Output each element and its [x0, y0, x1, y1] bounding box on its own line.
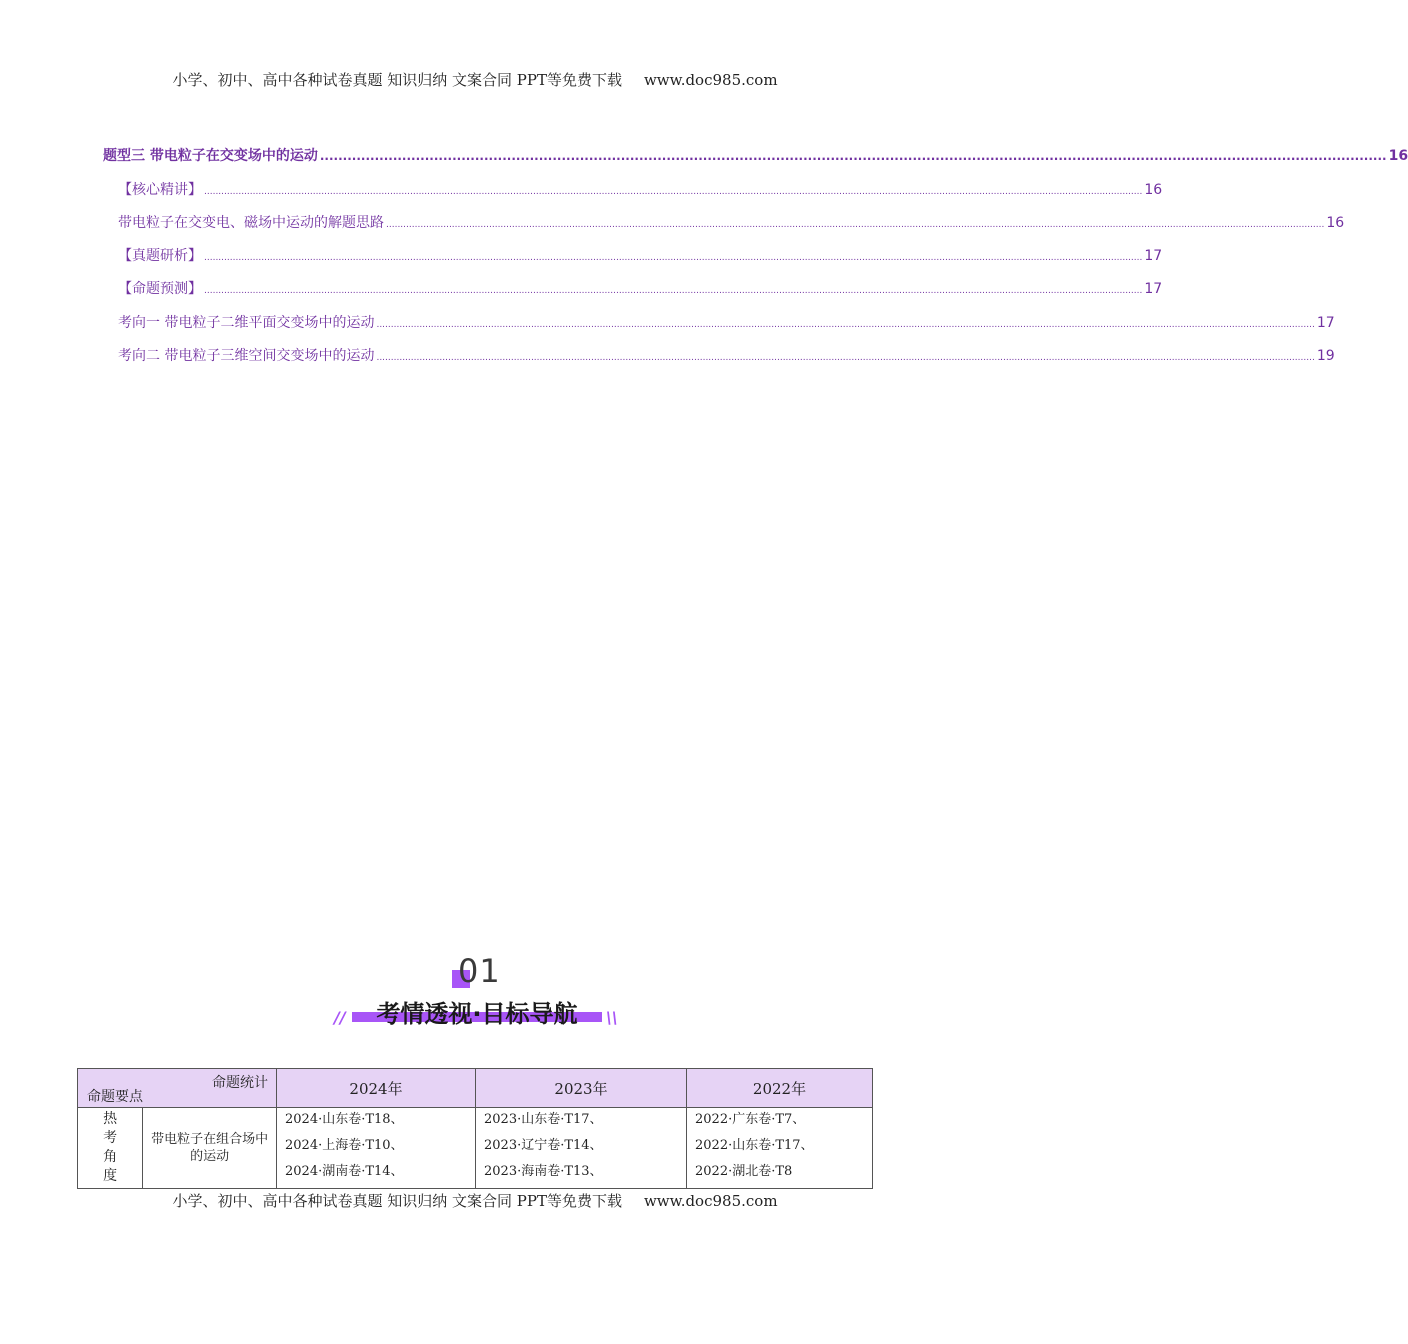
toc-leader: ........................................................................................................................................................................................................................................................................................................................................ [204, 253, 1143, 263]
toc-label: 带电粒子在交变电、磁场中运动的解题思路 [118, 215, 384, 231]
toc-leader: ........................................................................................................................................................................................................................................................................................................................................ [376, 320, 1315, 330]
exam-ref: 2023·山东卷·T17、 [484, 1112, 603, 1127]
toc-page: 16 [1388, 148, 1408, 164]
header-text: 小学、初中、高中各种试卷真题 知识归纳 文案合同 PPT等免费下载 [172, 71, 622, 89]
exam-ref: 2024·上海卷·T10、 [285, 1138, 404, 1153]
toc-page: 16 [1144, 182, 1163, 198]
toc-entry-direction1[interactable] [118, 312, 1335, 332]
table-header-row [78, 1069, 873, 1108]
cell-2024 [277, 1108, 476, 1189]
toc-entry-core[interactable] [118, 179, 1163, 199]
toc-label: 【核心精讲】 [118, 182, 202, 198]
year-header-2023: 2023年 [476, 1069, 687, 1108]
banner-title: 考情透视·目标导航 [376, 1000, 578, 1028]
toc-leader: ........................................................................................................................................................................................................................................................................................................................................ [204, 187, 1143, 197]
section-banner [0, 952, 950, 1032]
exam-ref: 2023·海南卷·T13、 [484, 1164, 603, 1179]
toc-entry-predict[interactable] [118, 278, 1163, 298]
banner-slash-right-icon: \\ [606, 1008, 618, 1027]
year-header-2022: 2022年 [687, 1069, 873, 1108]
exam-stats-table [77, 1068, 873, 1189]
exam-ref: 2023·辽宁卷·T14、 [484, 1138, 603, 1153]
topic-text: 带电粒子在组合场中的运动 [151, 1132, 269, 1164]
corner-cell [78, 1069, 277, 1108]
corner-bottom-label: 命题要点 [87, 1089, 143, 1105]
header-site[interactable]: www.doc985.com [643, 71, 778, 89]
banner-number: 01 [458, 952, 501, 990]
table-row [78, 1108, 873, 1189]
toc-entry-type3[interactable] [103, 145, 1408, 165]
cell-2023 [476, 1108, 687, 1189]
toc-entry-approach[interactable] [118, 212, 1345, 232]
toc-page: 16 [1326, 215, 1345, 231]
exam-ref: 2022·山东卷·T17、 [695, 1138, 814, 1153]
row-header [78, 1108, 143, 1189]
page-header [0, 69, 950, 90]
toc-label: 题型三 带电粒子在交变场中的运动 [103, 148, 318, 164]
toc-page: 17 [1144, 281, 1163, 297]
toc-leader: ........................................................................................................................................................................................................................................................................................................................................ [376, 353, 1315, 363]
toc-page: 19 [1316, 348, 1335, 364]
toc-entry-direction2[interactable] [118, 345, 1335, 365]
row-header-text: 热考角度 [103, 1111, 118, 1184]
toc-label: 考向一 带电粒子二维平面交变场中的运动 [118, 315, 375, 331]
toc-label: 考向二 带电粒子三维空间交变场中的运动 [118, 348, 375, 364]
exam-ref: 2022·湖北卷·T8 [695, 1164, 793, 1179]
toc-label: 【命题预测】 [118, 281, 202, 297]
footer-text: 小学、初中、高中各种试卷真题 知识归纳 文案合同 PPT等免费下载 [172, 1192, 622, 1210]
toc-page: 17 [1316, 315, 1335, 331]
year-header-2024: 2024年 [277, 1069, 476, 1108]
toc-leader: ........................................................................................................................................................................................................................................................................................................................................ [204, 286, 1143, 296]
toc-leader: .......................................................................................................................................................................................................................................... [319, 149, 1387, 163]
page-footer [0, 1190, 950, 1211]
toc-leader: ........................................................................................................................................................................................................................................................................................................................................ [386, 220, 1325, 230]
toc-label: 【真题研析】 [118, 248, 202, 264]
banner-slash-left-icon: // [334, 1008, 346, 1027]
exam-ref: 2024·湖南卷·T14、 [285, 1164, 404, 1179]
exam-ref: 2024·山东卷·T18、 [285, 1112, 404, 1127]
toc-page: 17 [1144, 248, 1163, 264]
exam-ref: 2022·广东卷·T7、 [695, 1112, 806, 1127]
topic-cell [143, 1108, 277, 1189]
footer-site[interactable]: www.doc985.com [643, 1192, 778, 1210]
corner-top-label: 命题统计 [212, 1075, 268, 1091]
toc-entry-real[interactable] [118, 245, 1163, 265]
cell-2022 [687, 1108, 873, 1189]
